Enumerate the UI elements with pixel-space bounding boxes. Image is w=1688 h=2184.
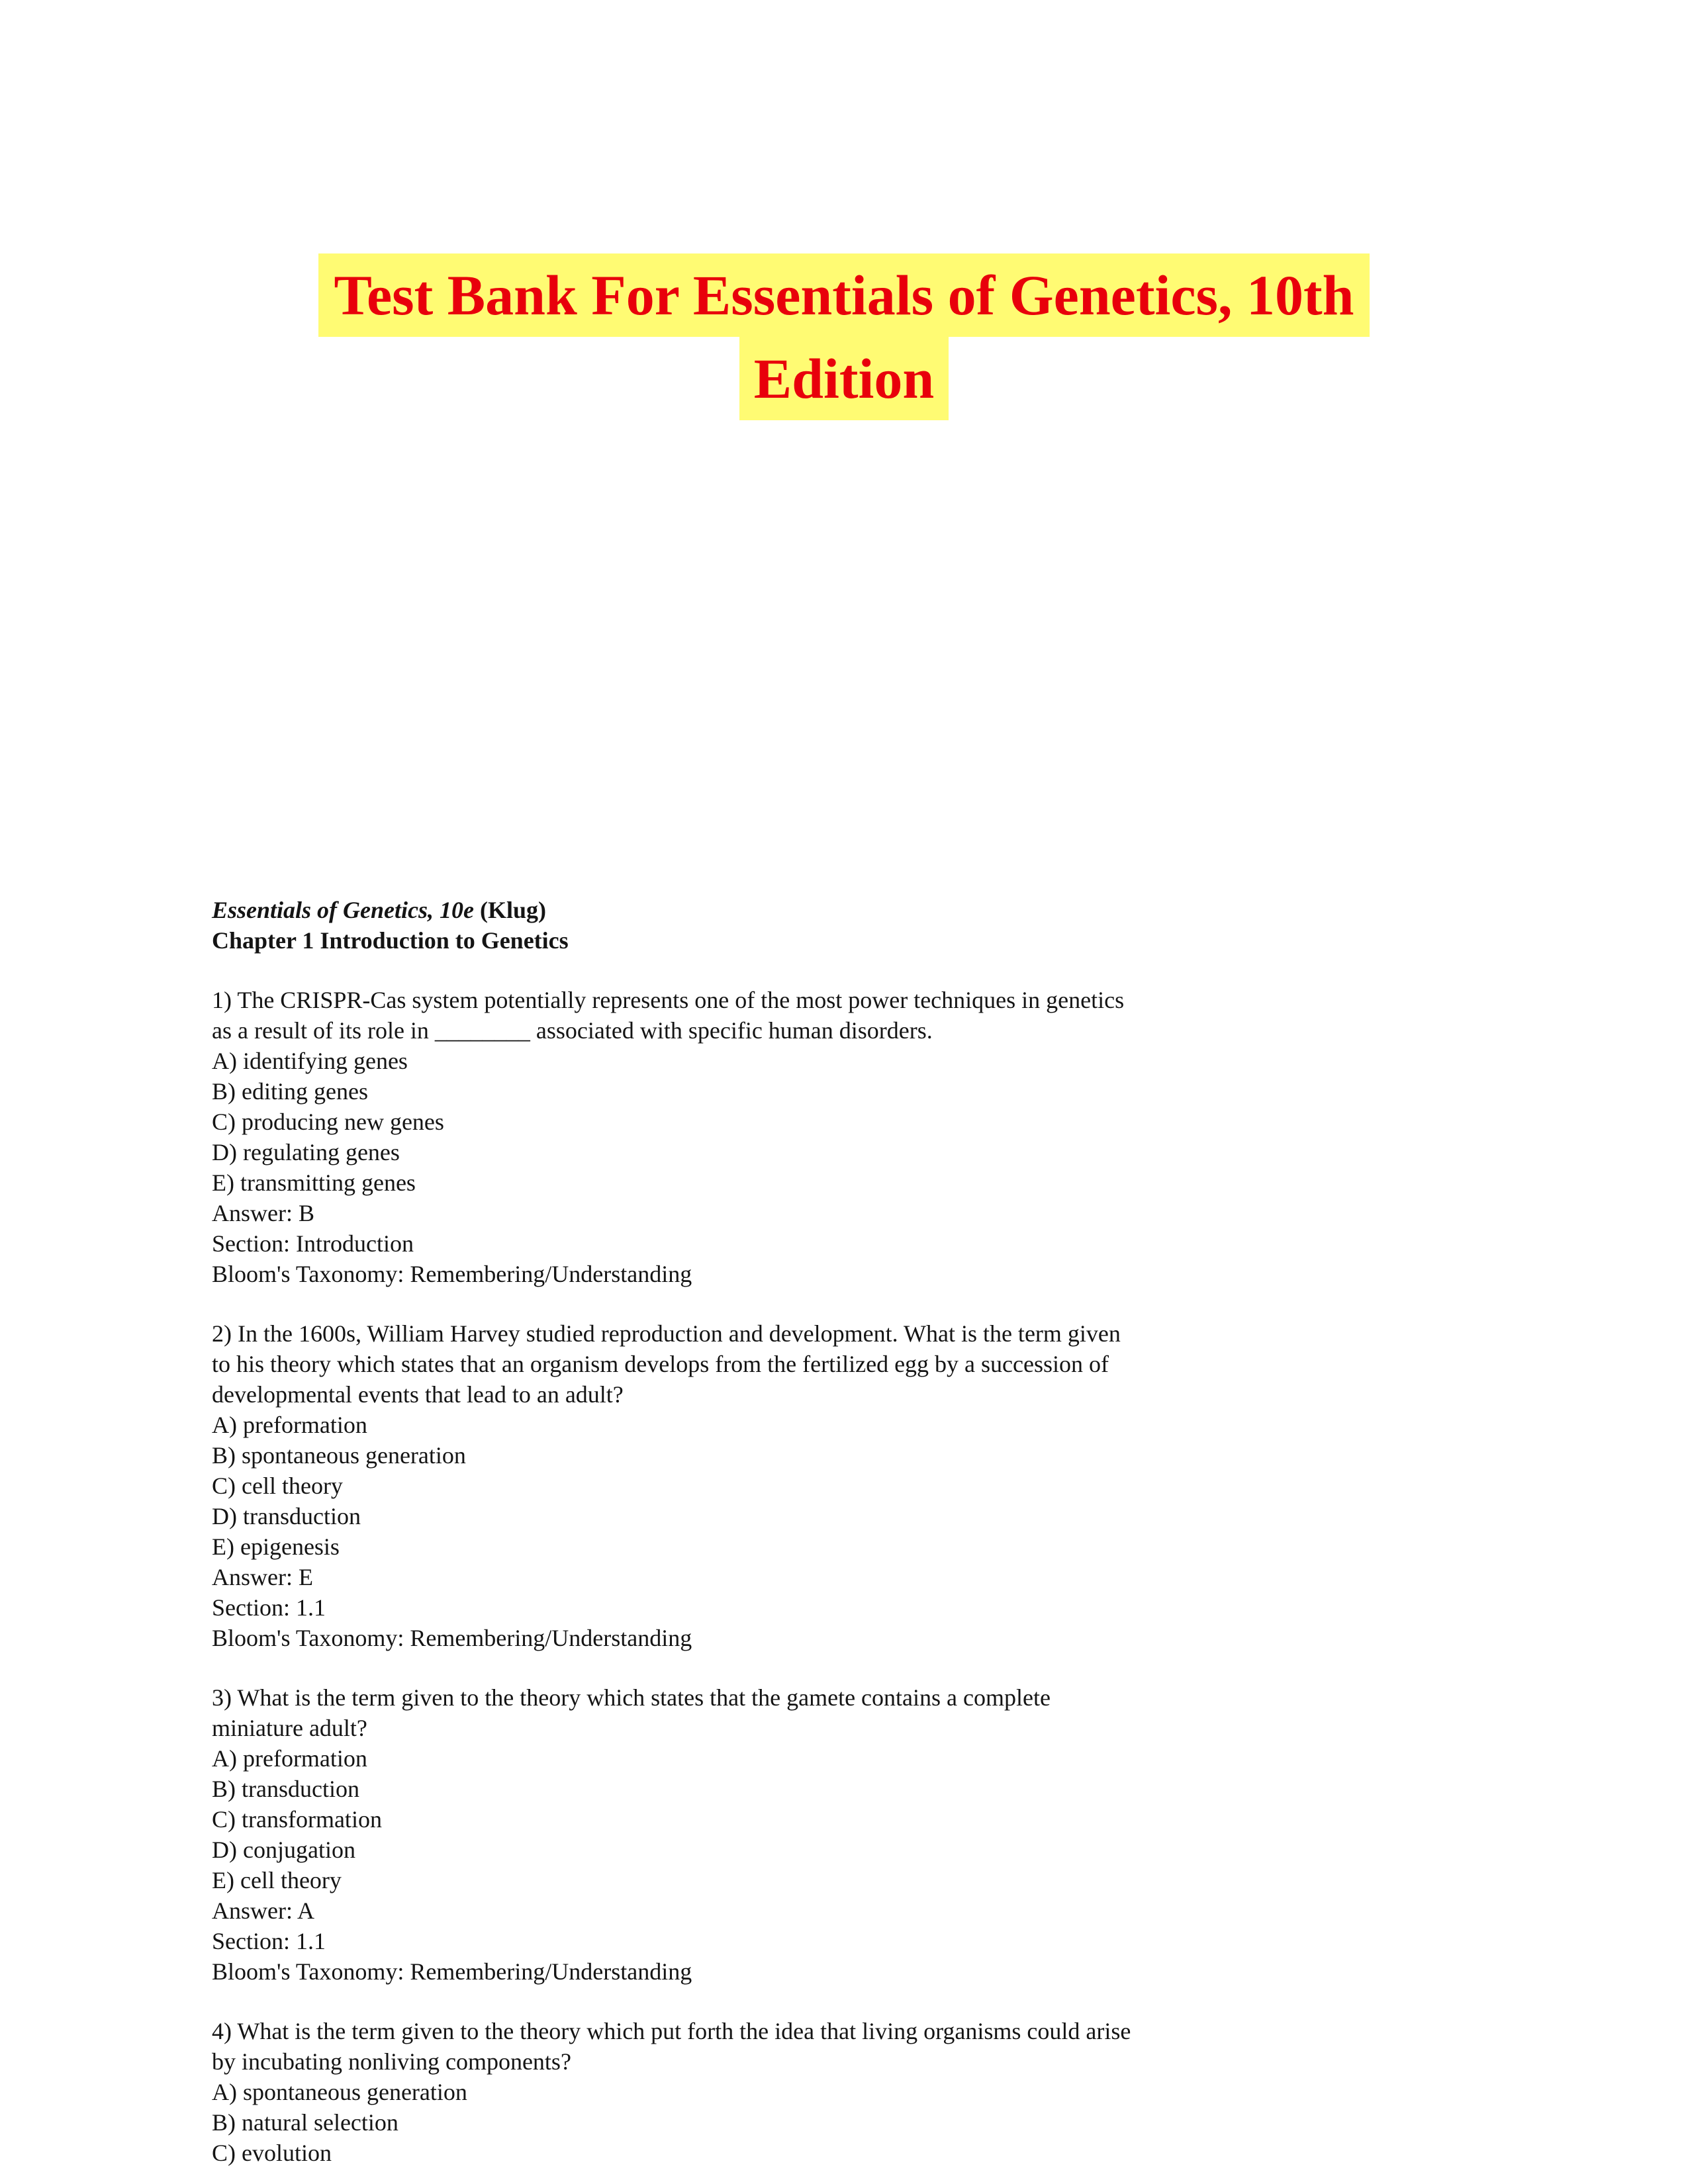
question-item — [212, 1682, 1297, 1987]
question-text: to his theory which states that an organism develops from the fertilized egg by a succession of — [212, 1351, 1109, 1377]
question-text: 4) What is the term given to the theory which put forth the idea that living organisms could arise — [212, 2018, 1131, 2044]
answer-option: C) transformation — [212, 1806, 382, 1833]
section-ref: Section: Introduction — [212, 1230, 414, 1257]
question-text: miniature adult? — [212, 1715, 367, 1741]
document-body — [212, 895, 1297, 2168]
answer-option: A) identifying genes — [212, 1048, 408, 1074]
answer-option: B) transduction — [212, 1776, 359, 1802]
title-line-2: Edition — [739, 337, 949, 420]
question-item — [212, 985, 1297, 1289]
answer-key: Answer: A — [212, 1897, 314, 1924]
title-line-1: Test Bank For Essentials of Genetics, 10th — [318, 253, 1370, 337]
book-author: (Klug) — [473, 897, 546, 923]
answer-option: B) natural selection — [212, 2109, 399, 2136]
question-item — [212, 2016, 1297, 2168]
bloom-taxonomy: Bloom's Taxonomy: Remembering/Understanding — [212, 1958, 692, 1985]
book-header — [212, 895, 1297, 925]
section-ref: Section: 1.1 — [212, 1594, 326, 1621]
question-text: developmental events that lead to an adult? — [212, 1381, 624, 1408]
question-text: by incubating nonliving components? — [212, 2048, 571, 2075]
question-text: 2) In the 1600s, William Harvey studied reproduction and development. What is the term given — [212, 1320, 1121, 1347]
document-title — [0, 253, 1688, 420]
answer-option: D) regulating genes — [212, 1139, 400, 1165]
answer-option: A) preformation — [212, 1412, 367, 1438]
answer-option: E) epigenesis — [212, 1533, 340, 1560]
section-ref: Section: 1.1 — [212, 1928, 326, 1954]
answer-option: A) spontaneous generation — [212, 2079, 467, 2105]
answer-option: B) editing genes — [212, 1078, 368, 1105]
answer-option: C) producing new genes — [212, 1109, 444, 1135]
bloom-taxonomy: Bloom's Taxonomy: Remembering/Understanding — [212, 1261, 692, 1287]
answer-key: Answer: B — [212, 1200, 314, 1226]
question-item — [212, 1318, 1297, 1653]
answer-option: C) evolution — [212, 2140, 332, 2166]
chapter-heading: Chapter 1 Introduction to Genetics — [212, 927, 569, 954]
answer-option: D) conjugation — [212, 1837, 355, 1863]
book-title: Essentials of Genetics, 10e — [212, 897, 474, 923]
answer-option: A) preformation — [212, 1745, 367, 1772]
question-text: 3) What is the term given to the theory which states that the gamete contains a complete — [212, 1684, 1051, 1711]
bloom-taxonomy: Bloom's Taxonomy: Remembering/Understanding — [212, 1625, 692, 1651]
answer-option: E) transmitting genes — [212, 1169, 416, 1196]
answer-key: Answer: E — [212, 1564, 313, 1590]
answer-option: D) transduction — [212, 1503, 361, 1529]
question-text: 1) The CRISPR-Cas system potentially represents one of the most power techniques in genetics — [212, 987, 1125, 1013]
answer-option: C) cell theory — [212, 1473, 343, 1499]
question-text: as a result of its role in ________ associated with specific human disorders. — [212, 1017, 933, 1044]
answer-option: B) spontaneous generation — [212, 1442, 466, 1469]
answer-option: E) cell theory — [212, 1867, 342, 1893]
